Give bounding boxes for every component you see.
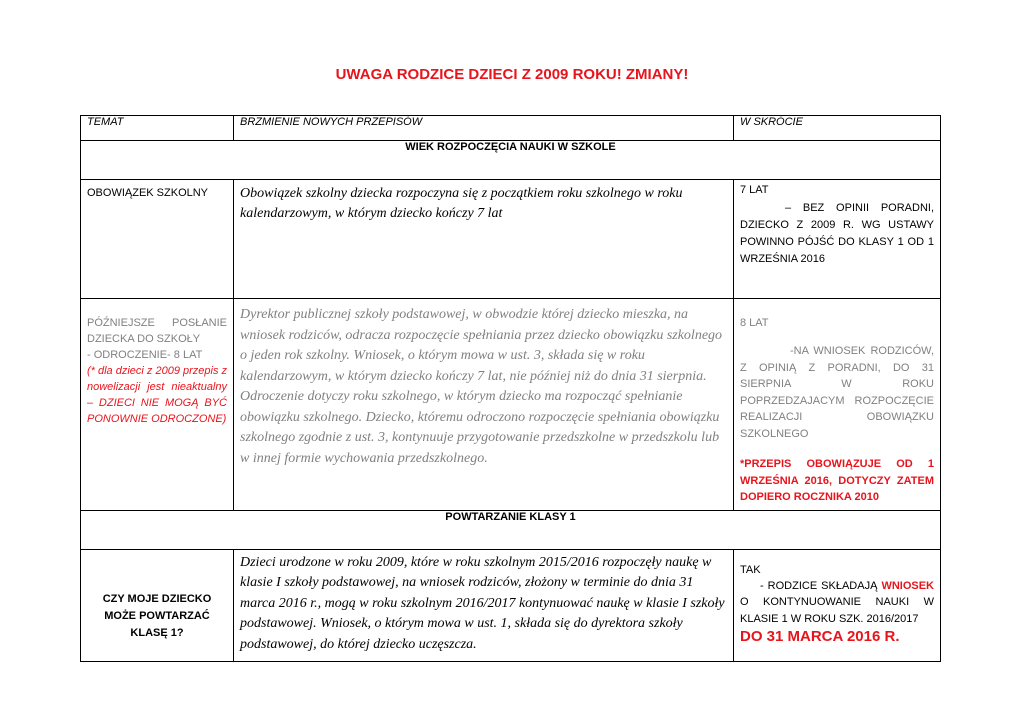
table-row	[81, 299, 941, 511]
summary-age: 7 LAT	[740, 184, 769, 196]
section-heading: WIEK ROZPOCZĘCIA NAUKI W SZKOLE	[81, 141, 941, 180]
regulation-text: Obowiązek szkolny dziecka rozpoczyna się z początkiem roku szkolnego w roku kalendarzowym, w którym dziecko kończy 7 lat	[240, 186, 683, 221]
summary-text	[740, 578, 934, 628]
summary-deadline: DO 31 MARCA 2016 R.	[740, 628, 900, 645]
regulation-text: Dzieci urodzone w roku 2009, które w roku szkolnym 2015/2016 rozpoczęły naukę w klasie I szkoły podstawowej, na wniosek rodziców, złożony w terminie do dnia 31 marca 2016 r., mogą w roku szkolnym 2016/2017 kontynuować naukę w klasie I szkoły podstawowej. Wniosek, o którym mowa w ust. 1, składa się do dyrektora szkoły podstawowej, do której dziecko uczęszcza.	[240, 554, 725, 652]
summary-text: – BEZ OPINII PORADNI, DZIECKO Z 2009 R. WG USTAWY POWINNO PÓJŚĆ DO KLASY 1 OD 1 WRZEŚNIA 2016	[740, 202, 934, 265]
summary-age: 8 LAT	[740, 317, 769, 329]
row-summary	[734, 299, 941, 511]
row-topic	[81, 299, 234, 511]
row-topic	[81, 549, 234, 661]
header-summary: W SKRÓCIE	[734, 116, 941, 141]
table-header-row	[81, 116, 941, 141]
topic-label: CZY MOJE DZIECKO MOŻE POWTARZAĆ KLASĘ 1?	[102, 592, 212, 639]
row-regulation-text	[234, 299, 734, 511]
regulations-table	[80, 115, 941, 662]
summary-text-start: - RODZICE SKŁADAJĄ	[760, 579, 878, 592]
topic-label: OBOWIĄZEK SZKOLNY	[87, 187, 209, 199]
row-summary	[734, 180, 941, 299]
topic-sublabel: - ODROCZENIE- 8 LAT	[87, 349, 203, 361]
summary-note: *PRZEPIS OBOWIĄZUJE OD 1 WRZEŚNIA 2016, DOTYCZY ZATEM DOPIERO ROCZNIKA 2010	[740, 458, 934, 503]
summary-text: -NA WNIOSEK RODZICÓW, Z OPINIĄ Z PORADNI, DO 31 SIERPNIA W ROKU POPRZEDZAJACYM ROZPOCZĘCIE REALIZACJI OBOWIĄZKU SZKOLNEGO	[740, 345, 934, 440]
regulation-text: Dyrektor publicznej szkoły podstawowej, w obwodzie której dziecko mieszka, na wniosek rodziców, odracza rozpoczęcie spełniania przez dziecko obowiązku szkolnego o jeden rok szkolny. Wniosek, o którym mowa w ust. 3, składa się w roku kalendarzowym, w którym dziecko kończy 7 lat, nie później niż do dnia 31 sierpnia. Odroczenie dotyczy roku szkolnego, w którym dziecko ma rozpocząć spełnianie obowiązku szkolnego. Dziecko, któremu odroczono rozpoczęcie spełniania obowiązku szkolnego zgodnie z ust. 3, kontynuuje przygotowanie przedszkolne w przedszkolu lub w innej formie wychowania przedszkolnego.	[240, 307, 723, 466]
topic-label: PÓŹNIEJSZE POSŁANIE DZIECKA DO SZKOŁY	[87, 317, 227, 345]
header-new-regulations: BRZMIENIE NOWYCH PRZEPISÓW	[234, 116, 734, 141]
table-row	[81, 180, 941, 299]
row-topic	[81, 180, 234, 299]
summary-highlight: WNIOSEK	[881, 579, 934, 592]
row-summary	[734, 549, 941, 661]
section-heading: POWTARZANIE KLASY 1	[81, 510, 941, 549]
document-title: UWAGA RODZICE DZIECI Z 2009 ROKU! ZMIANY!	[335, 66, 689, 83]
topic-note: (* dla dzieci z 2009 przepis z nowelizacji jest nieaktualny – DZIECI NIE MOGĄ BYĆ PONOWNIE ODROCZONE)	[87, 365, 228, 425]
header-topic: TEMAT	[81, 116, 234, 141]
summary-yes: TAK	[740, 563, 761, 576]
row-regulation-text	[234, 549, 734, 661]
section-row-school-start	[81, 141, 941, 180]
section-row-repeat-class	[81, 510, 941, 549]
summary-text-end: O KONTYNUOWANIE NAUKI W KLASIE 1 W ROKU SZK. 2016/2017	[740, 596, 934, 625]
row-regulation-text	[234, 180, 734, 299]
table-row	[81, 549, 941, 661]
